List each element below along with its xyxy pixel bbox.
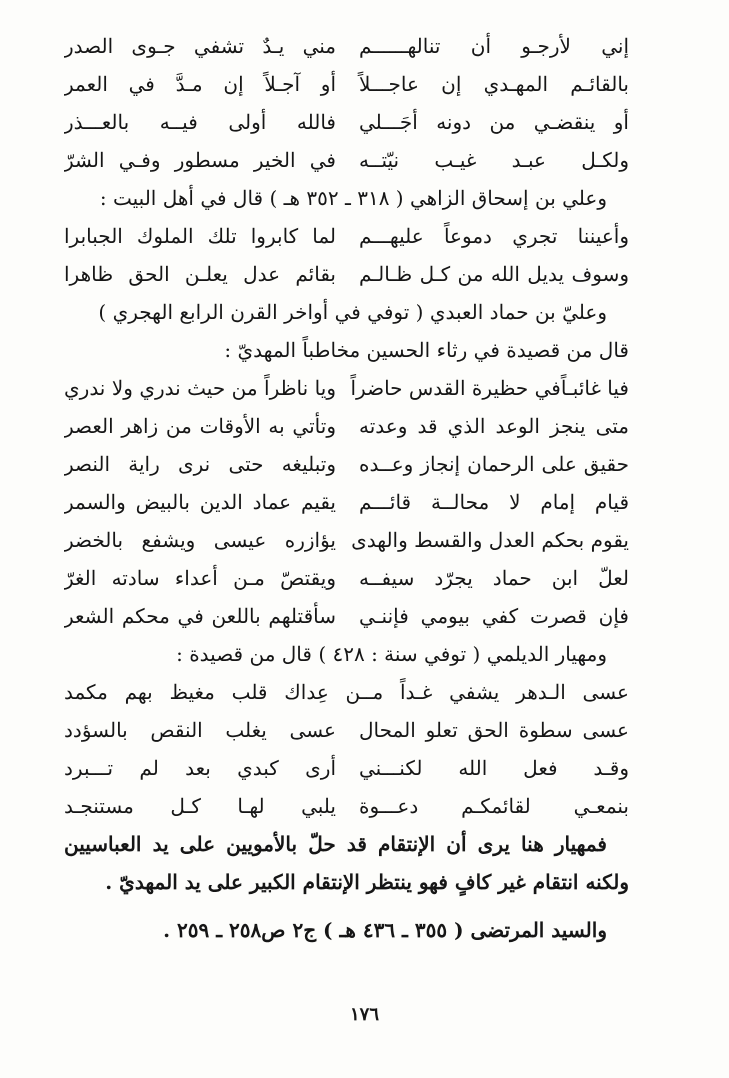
- verse-line: [64, 521, 629, 559]
- verse-hemistich-left: يؤازره عيسى ويشفع بالخضر: [64, 528, 336, 552]
- verse-hemistich-left: في الخير مسطور وفـي الشرّ: [64, 148, 336, 172]
- verse-hemistich-left: وتأتي به الأوقات من زاهر العصر: [64, 414, 336, 438]
- verse-line: [64, 369, 629, 407]
- verse-hemistich-right: متى ينجز الوعد الذي قد وعدته: [359, 414, 629, 438]
- verse-hemistich-right: أو ينقضـي من دونه أجَـــلي: [359, 110, 629, 134]
- verse-hemistich-left: يقيم عماد الدين بالبيض والسمر: [64, 490, 336, 514]
- verse-line: [64, 597, 629, 635]
- verse-hemistich-left: مني يـدٌ تشفي جـوى الصدر: [64, 34, 336, 58]
- verse-line-full: عسى الـدهر يشفي غـداً مــن عِداك قلب مغيظ بهم مكمد: [64, 680, 629, 704]
- verse-hemistich-left: أو آجـلاً إن مـدَّ في العمر: [64, 72, 336, 96]
- verse-hemistich-left: لما كابروا تلك الملوك الجبابرا: [64, 224, 336, 248]
- verse-hemistich-left: أرى كبدي بعد لم تـــبرد: [64, 756, 336, 780]
- verse-hemistich-right: بالقائـم المهـدي إن عاجـــلاً: [359, 72, 629, 96]
- verse-line: [64, 103, 629, 141]
- verse-line: [64, 217, 629, 255]
- verse-hemistich-left: عسى يغلب النقص بالسؤدد: [64, 718, 336, 742]
- verse-line: [64, 407, 629, 445]
- verse-hemistich-right: وسوف يديل الله من كـل ظـالـم: [359, 262, 629, 286]
- text-body: [64, 27, 629, 949]
- verse-line: [64, 65, 629, 103]
- intro-zahi: وعلي بن إسحاق الزاهي ( ٣١٨ ـ ٣٥٢ هـ ) قال في أهل البيت :: [99, 186, 607, 210]
- page-number: ١٧٦: [349, 1004, 379, 1025]
- commentary-paragraph: فمهيار هنا يرى أن الإنتقام قد حلّ بالأمويين على يد العباسيين: [64, 832, 607, 856]
- verse-hemistich-right: قيام إمام لا محالــة قائـــم: [359, 490, 629, 514]
- verse-line: [64, 27, 629, 65]
- verse-hemistich-left: وتبليغه حتى نرى راية النصر: [64, 452, 336, 476]
- verse-hemistich-left: بقائم عدل يعلـن الحق ظاهرا: [64, 262, 336, 286]
- verse-hemistich-right: عسى سطوة الحق تعلو المحال: [359, 718, 629, 742]
- verse-line: [64, 445, 629, 483]
- verse-line: [64, 141, 629, 179]
- verse-line: [64, 749, 629, 787]
- verse-line: [64, 787, 629, 825]
- verse-hemistich-left: سأقتلهم باللعن في محكم الشعر: [64, 604, 336, 628]
- footnote: والسيد المرتضى ( ٣٥٥ ـ ٤٣٦ هـ ) ج٢ ص٢٥٨ ـ ٢٥٩ .: [163, 918, 607, 942]
- verse-hemistich-left: ويا ناظراً من حيث ندري ولا ندري: [64, 376, 336, 400]
- verse-hemistich-right: فيا غائبـاًفي حظيرة القدس حاضراً: [350, 376, 629, 400]
- verse-hemistich-right: وقـد فعل الله لكنـــني: [359, 756, 629, 780]
- verse-hemistich-right: يقوم بحكم العدل والقسط والهدى: [351, 528, 629, 552]
- verse-hemistich-right: إني لأرجـو أن تنالهــــــم: [359, 34, 629, 58]
- intro-abdi-continued: قال من قصيدة في رثاء الحسين مخاطباً المهديّ :: [224, 338, 629, 362]
- commentary-paragraph-end: ولكنه انتقام غير كافٍ فهو ينتظر الإنتقام الكبير على يد المهديّ .: [105, 870, 629, 894]
- intro-mihyar: ومهيار الديلمي ( توفي سنة : ٤٢٨ ) قال من قصيدة :: [176, 642, 607, 666]
- verse-hemistich-right: بنمعـي لقائمكـم دعـــوة: [359, 794, 629, 818]
- verse-line: [64, 483, 629, 521]
- verse-hemistich-left: فالله أولى فيــه بالعـــذر: [64, 110, 336, 134]
- verse-line: [64, 255, 629, 293]
- intro-abdi: وعليّ بن حماد العبدي ( توفي في أواخر القرن الرابع الهجري ): [98, 300, 607, 324]
- verse-hemistich-right: حقيق على الرحمان إنجاز وعــده: [359, 452, 629, 476]
- verse-hemistich-right: ولكـل عبـد غيـب نيّتــه: [359, 148, 629, 172]
- verse-hemistich-left: يلبي لهـا كـل مستنجـد: [64, 794, 336, 818]
- verse-line: [64, 559, 629, 597]
- verse-hemistich-left: ويقتصّ مـن أعداء سادته الغرّ: [64, 566, 336, 590]
- verse-hemistich-right: فإن قصرت كفي بيومي فإننـي: [359, 604, 629, 628]
- verse-line: [64, 711, 629, 749]
- verse-hemistich-right: وأعيننا تجري دموعاً عليهـــم: [359, 224, 629, 248]
- verse-hemistich-right: لعلّ ابن حماد يجرّد سيفــه: [359, 566, 629, 590]
